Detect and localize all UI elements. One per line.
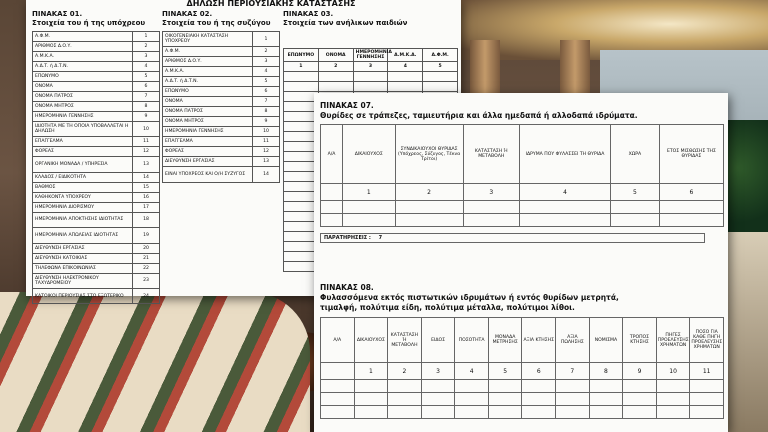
empty-cell <box>455 393 489 406</box>
empty-cell <box>353 82 388 92</box>
empty-cell <box>659 201 723 214</box>
table-row <box>33 82 160 92</box>
table-row <box>321 406 724 419</box>
table-01-subtitle: Στοιχεία του ή της υπόχρεου <box>32 19 146 27</box>
declaration-page-2 <box>314 93 728 432</box>
row-number: 24 <box>133 288 160 303</box>
header-row <box>321 125 724 184</box>
row-number: 22 <box>133 263 160 273</box>
table-row <box>163 157 280 167</box>
column-header: ΑΞΙΑ ΠΩΛΗΣΗΣ <box>556 318 590 363</box>
empty-cell <box>520 214 611 227</box>
row-label: ΗΜΕΡΟΜΗΝΙΑ ΓΕΝΝΗΣΗΣ <box>33 112 133 122</box>
row-label: ΕΠΑΓΓΕΛΜΑ <box>163 137 253 147</box>
empty-cell <box>522 380 556 393</box>
row-number: 4 <box>253 67 280 77</box>
column-number: 2 <box>318 62 353 72</box>
column-number: 2 <box>395 184 463 201</box>
table-row <box>33 212 160 227</box>
table-08-subtitle-line1: Φυλασσόμενα εκτός πιστωτικών ιδρυμάτων ή εντός θυρίδων μετρητά, <box>320 293 619 302</box>
table-row <box>163 137 280 147</box>
table-row <box>163 167 280 182</box>
header-row <box>284 49 458 62</box>
column-header: ΠΗΓΕΣ ΠΡΟΕΛΕΥΣΗΣ ΧΡΗΜΑΤΩΝ <box>656 318 690 363</box>
empty-cell <box>556 393 590 406</box>
row-number: 8 <box>133 102 160 112</box>
row-number: 19 <box>133 228 160 243</box>
column-header: ΔΙΚΑΙΟΥΧΟΣ <box>342 125 395 184</box>
empty-cell <box>522 406 556 419</box>
empty-cell <box>284 72 319 82</box>
empty-cell <box>354 393 388 406</box>
column-header: ΜΟΝΑΔΑ ΜΕΤΡΗΣΗΣ <box>488 318 522 363</box>
table-row <box>33 202 160 212</box>
column-header: ΚΑΤΑΣΤΑΣΗ Ή ΜΕΤΑΒΟΛΗ <box>463 125 519 184</box>
empty-cell <box>690 393 724 406</box>
row-label: ΟΝΟΜΑ ΠΑΤΡΟΣ <box>163 107 253 117</box>
table-row <box>33 122 160 137</box>
column-number: 3 <box>421 363 455 380</box>
table-08-label: ΠΙΝΑΚΑΣ 08. <box>320 283 374 292</box>
table-01 <box>32 10 160 304</box>
row-number: 20 <box>133 243 160 253</box>
empty-cell <box>388 393 422 406</box>
row-label: ΟΡΓΑΝΙΚΗ ΜΟΝΑΔΑ / ΥΠΗΡΕΣΙΑ <box>33 157 133 172</box>
row-number: 18 <box>133 212 160 227</box>
row-label: Α.Φ.Μ. <box>163 47 253 57</box>
table-08-grid <box>320 317 724 419</box>
empty-cell <box>656 393 690 406</box>
table-07 <box>320 101 724 243</box>
table-row <box>163 147 280 157</box>
row-number: 11 <box>133 137 160 147</box>
column-number: 1 <box>354 363 388 380</box>
column-header: ΗΜΕΡΟΜΗΝΙΑ ΓΕΝΝΗΣΗΣ <box>353 49 388 62</box>
table-row <box>33 228 160 243</box>
column-number <box>321 363 355 380</box>
row-number: 7 <box>133 92 160 102</box>
row-number: 10 <box>133 122 160 137</box>
table-row <box>163 97 280 107</box>
row-label: ΕΠΩΝΥΜΟ <box>33 72 133 82</box>
row-number: 1 <box>253 32 280 47</box>
table-row <box>33 72 160 82</box>
row-label: ΟΝΟΜΑ ΜΗΤΡΟΣ <box>163 117 253 127</box>
empty-cell <box>423 82 458 92</box>
remarks-row <box>320 233 705 243</box>
row-label: ΕΠΑΓΓΕΛΜΑ <box>33 137 133 147</box>
table-row <box>163 117 280 127</box>
column-number: 6 <box>659 184 723 201</box>
column-number: 9 <box>623 363 657 380</box>
row-label: ΙΔΙΟΤΗΤΑ ΜΕ ΤΗ ΟΠΟΙΑ ΥΠΟΒΑΛΛΕΤΑΙ Η ΔΗΛΩΣΗ <box>33 122 133 137</box>
row-number: 21 <box>133 253 160 263</box>
row-number: 9 <box>253 117 280 127</box>
empty-cell <box>421 380 455 393</box>
column-header: ΝΟΜΙΣΜΑ <box>589 318 623 363</box>
column-header: ΤΡΟΠΟΣ ΚΤΗΣΗΣ <box>623 318 657 363</box>
table-row <box>163 127 280 137</box>
row-number: 16 <box>133 192 160 202</box>
row-label: ΗΜΕΡΟΜΗΝΙΑ ΑΠΩΛΕΙΑΣ ΙΔΙΟΤΗΤΑΣ <box>33 228 133 243</box>
empty-cell <box>610 201 659 214</box>
column-number: 8 <box>589 363 623 380</box>
empty-cell <box>589 380 623 393</box>
row-label: Α.Μ.Κ.Α. <box>163 67 253 77</box>
row-number: 17 <box>133 202 160 212</box>
column-header: ΔΙΚΑΙΟΥΧΟΣ <box>354 318 388 363</box>
row-number: 11 <box>253 137 280 147</box>
row-number: 2 <box>133 42 160 52</box>
table-07-subtitle: Θυρίδες σε τράπεζες, ταμιευτήρια και άλλα ημεδαπά ή αλλοδαπά ιδρύματα. <box>320 111 638 120</box>
column-number: 2 <box>388 363 422 380</box>
row-number: 13 <box>133 157 160 172</box>
empty-cell <box>354 380 388 393</box>
column-number: 4 <box>455 363 489 380</box>
table-row <box>321 214 724 227</box>
column-number: 10 <box>656 363 690 380</box>
row-label: ΟΝΟΜΑ ΜΗΤΡΟΣ <box>33 102 133 112</box>
row-label: ΚΑΘΗΚΟΝΤΑ ΥΠΟΧΡΕΟΥ <box>33 192 133 202</box>
empty-cell <box>318 72 353 82</box>
row-label: Α.Μ.Κ.Α. <box>33 52 133 62</box>
column-header: ΧΩΡΑ <box>610 125 659 184</box>
table-row <box>321 201 724 214</box>
number-row <box>321 184 724 201</box>
table-row <box>33 102 160 112</box>
empty-cell <box>623 406 657 419</box>
row-number: 8 <box>253 107 280 117</box>
table-row <box>33 147 160 157</box>
empty-cell <box>321 201 343 214</box>
row-label: Α.Δ.Τ. ή Δ.Τ.Ν. <box>163 77 253 87</box>
remarks-label: ΠΑΡΑΤΗΡΗΣΕΙΣ : <box>324 235 371 241</box>
table-row <box>163 57 280 67</box>
column-header: ΕΤΟΣ ΜΙΣΘΩΣΗΣ ΤΗΣ ΘΥΡΙΔΑΣ <box>659 125 723 184</box>
table-row <box>163 77 280 87</box>
empty-cell <box>321 380 355 393</box>
row-label: ΦΟΡΕΑΣ <box>163 147 253 157</box>
row-number: 23 <box>133 273 160 288</box>
table-01-grid <box>32 31 160 304</box>
empty-cell <box>342 214 395 227</box>
table-01-label: ΠΙΝΑΚΑΣ 01. <box>32 10 83 18</box>
empty-cell <box>556 406 590 419</box>
row-number: 7 <box>253 97 280 107</box>
table-row <box>163 87 280 97</box>
row-number: 1 <box>133 32 160 42</box>
table-row <box>33 182 160 192</box>
column-number: 3 <box>353 62 388 72</box>
row-number: 5 <box>253 77 280 87</box>
column-header: ΟΝΟΜΑ <box>318 49 353 62</box>
table-row <box>284 72 458 82</box>
empty-cell <box>395 201 463 214</box>
column-number: 5 <box>610 184 659 201</box>
row-number: 13 <box>253 157 280 167</box>
column-header: ΑΞΙΑ ΚΤΗΣΗΣ <box>522 318 556 363</box>
row-label: ΚΛΑΔΟΣ / ΕΙΔΙΚΟΤΗΤΑ <box>33 172 133 182</box>
column-header: Α.Φ.Μ. <box>423 49 458 62</box>
empty-cell <box>488 393 522 406</box>
table-row <box>33 263 160 273</box>
table-02 <box>162 10 280 183</box>
row-number: 12 <box>133 147 160 157</box>
row-label: ΟΝΟΜΑ ΠΑΤΡΟΣ <box>33 92 133 102</box>
column-header: ΠΟΣΟΤΗΤΑ <box>455 318 489 363</box>
empty-cell <box>463 201 519 214</box>
column-number: 6 <box>522 363 556 380</box>
table-row <box>33 243 160 253</box>
empty-cell <box>623 393 657 406</box>
empty-cell <box>321 393 355 406</box>
column-header: ΕΠΩΝΥΜΟ <box>284 49 319 62</box>
empty-cell <box>522 393 556 406</box>
empty-cell <box>388 72 423 82</box>
empty-cell <box>589 406 623 419</box>
empty-cell <box>353 72 388 82</box>
empty-cell <box>463 214 519 227</box>
table-02-label: ΠΙΝΑΚΑΣ 02. <box>162 10 213 18</box>
column-header: Α/Α <box>321 125 343 184</box>
empty-cell <box>623 380 657 393</box>
table-02-subtitle: Στοιχεία του ή της συζύγου <box>162 19 271 27</box>
table-03-subtitle: Στοιχεία των ανήλικων παιδιών <box>283 19 408 27</box>
table-row <box>163 32 280 47</box>
empty-cell <box>690 380 724 393</box>
table-row <box>33 112 160 122</box>
row-label: ΟΙΚΟΓΕΝΕΙΑΚΗ ΚΑΤΑΣΤΑΣΗ ΥΠΟΧΡΕΟΥ <box>163 32 253 47</box>
table-row <box>33 137 160 147</box>
empty-cell <box>284 82 319 92</box>
row-label: ΗΜΕΡΟΜΗΝΙΑ ΓΕΝΝΗΣΗΣ <box>163 127 253 137</box>
table-07-grid <box>320 124 724 227</box>
row-label: ΔΙΕΥΘΥΝΣΗ ΗΛΕΚΤΡΟΝΙΚΟΥ ΤΑΧΥΔΡΟΜΕΙΟΥ <box>33 273 133 288</box>
table-row <box>33 92 160 102</box>
row-number: 10 <box>253 127 280 137</box>
empty-cell <box>421 393 455 406</box>
empty-cell <box>388 406 422 419</box>
empty-cell <box>610 214 659 227</box>
row-number: 3 <box>133 52 160 62</box>
empty-cell <box>354 406 388 419</box>
row-number: 14 <box>253 167 280 182</box>
table-08 <box>320 283 724 419</box>
column-header: Α/Α <box>321 318 355 363</box>
row-label: ΒΑΘΜΟΣ <box>33 182 133 192</box>
empty-cell <box>455 406 489 419</box>
column-header: ΣΥΝΔΙΚΑΙΟΥΧΟΙ ΘΥΡΙΔΑΣ (Υπόχρεος, Σύζυγος, Τέκνα Τρίτοι) <box>395 125 463 184</box>
table-row <box>33 42 160 52</box>
row-number: 6 <box>133 82 160 92</box>
empty-cell <box>321 406 355 419</box>
row-number: 15 <box>133 182 160 192</box>
empty-cell <box>342 201 395 214</box>
column-number: 5 <box>488 363 522 380</box>
row-label: ΔΙΕΥΘΥΝΣΗ ΚΑΤΟΙΚΙΑΣ <box>33 253 133 263</box>
column-header: Α.Μ.Κ.Α. <box>388 49 423 62</box>
empty-cell <box>520 201 611 214</box>
row-number: 6 <box>253 87 280 97</box>
empty-cell <box>395 214 463 227</box>
row-label: ΟΝΟΜΑ <box>33 82 133 92</box>
column-number: 4 <box>388 62 423 72</box>
table-row <box>33 62 160 72</box>
column-header: ΕΙΔΟΣ <box>421 318 455 363</box>
row-number: 3 <box>253 57 280 67</box>
empty-cell <box>321 214 343 227</box>
row-label: ΑΡΙΘΜΟΣ Δ.Ο.Υ. <box>163 57 253 67</box>
table-row <box>33 52 160 62</box>
row-label: ΔΙΕΥΘΥΝΣΗ ΕΡΓΑΣΙΑΣ <box>163 157 253 167</box>
remarks-number: 7 <box>378 235 383 241</box>
column-number: 7 <box>556 363 590 380</box>
column-header: ΚΑΤΑΣΤΑΣΗ Ή ΜΕΤΑΒΟΛΗ <box>388 318 422 363</box>
empty-cell <box>656 406 690 419</box>
row-number: 12 <box>253 147 280 157</box>
table-row <box>33 192 160 202</box>
row-label: ΗΜΕΡΟΜΗΝΙΑ ΔΙΟΡΙΣΜΟΥ <box>33 202 133 212</box>
table-03-label: ΠΙΝΑΚΑΣ 03. <box>283 10 334 18</box>
column-number: 11 <box>690 363 724 380</box>
row-label: Α.Φ.Μ. <box>33 32 133 42</box>
table-row <box>163 107 280 117</box>
row-label: ΕΙΝΑΙ ΥΠΟΧΡΕΟΣ ΚΑΙ Ο/Η ΣΥΖΥΓΟΣ <box>163 167 253 182</box>
row-label: ΤΗΛΕΦΩΝΑ ΕΠΙΚΟΙΝΩΝΙΑΣ <box>33 263 133 273</box>
empty-cell <box>423 72 458 82</box>
table-row <box>163 67 280 77</box>
number-row <box>321 363 724 380</box>
row-label: ΗΜΕΡΟΜΗΝΙΑ ΑΠΟΚΤΗΣΗΣ ΙΔΙΟΤΗΤΑΣ <box>33 212 133 227</box>
row-number: 5 <box>133 72 160 82</box>
empty-cell <box>656 380 690 393</box>
row-number: 2 <box>253 47 280 57</box>
column-number: 4 <box>520 184 611 201</box>
row-label: ΑΡΙΘΜΟΣ Δ.Ο.Υ. <box>33 42 133 52</box>
row-label: ΟΝΟΜΑ <box>163 97 253 107</box>
column-header: ΠΟΣΟ ΓΙΑ ΚΑΘΕ ΠΗΓΗ ΠΡΟΕΛΕΥΣΗΣ ΧΡΗΜΑΤΩΝ <box>690 318 724 363</box>
row-number: 9 <box>133 112 160 122</box>
header-row <box>321 318 724 363</box>
table-row <box>33 157 160 172</box>
empty-cell <box>690 406 724 419</box>
row-number: 14 <box>133 172 160 182</box>
row-label: ΔΙΕΥΘΥΝΣΗ ΕΡΓΑΣΙΑΣ <box>33 243 133 253</box>
empty-cell <box>589 393 623 406</box>
column-number: 3 <box>463 184 519 201</box>
row-label: ΕΠΩΝΥΜΟ <box>163 87 253 97</box>
table-row <box>321 380 724 393</box>
table-02-grid <box>162 31 280 183</box>
empty-cell <box>388 380 422 393</box>
doc-title: ΔΗΛΩΣΗ ΠΕΡΙΟΥΣΙΑΚΗΣ ΚΑΤΑΣΤΑΣΗΣ <box>186 0 356 8</box>
table-row <box>33 32 160 42</box>
empty-cell <box>488 380 522 393</box>
row-label: ΦΟΡΕΑΣ <box>33 147 133 157</box>
table-row <box>33 253 160 263</box>
column-header: ΙΔΡΥΜΑ ΠΟΥ ΦΥΛΑΣΣΕΙ ΤΗ ΘΥΡΙΔΑ <box>520 125 611 184</box>
empty-cell <box>659 214 723 227</box>
table-row <box>163 47 280 57</box>
column-number: 1 <box>284 62 319 72</box>
number-row <box>284 62 458 72</box>
table-row <box>33 273 160 288</box>
column-number: 1 <box>342 184 395 201</box>
column-number <box>321 184 343 201</box>
empty-cell <box>388 82 423 92</box>
row-number: 4 <box>133 62 160 72</box>
empty-cell <box>318 82 353 92</box>
table-08-subtitle-line2: τιμαλφή, πολύτιμα είδη, πολύτιμα μέταλλα, πολύτιμοι λίθοι. <box>320 303 575 312</box>
empty-cell <box>556 380 590 393</box>
empty-cell <box>488 406 522 419</box>
table-row <box>33 288 160 303</box>
table-row <box>284 82 458 92</box>
empty-cell <box>421 406 455 419</box>
row-label: ΚΑΤΟΙΚΟΙ ΠΕΡΙΟΥΣΙΑΣ ΣΤΟ ΕΞΩΤΕΡΙΚΟ <box>33 288 133 303</box>
empty-cell <box>455 380 489 393</box>
table-07-label: ΠΙΝΑΚΑΣ 07. <box>320 101 374 110</box>
table-row <box>321 393 724 406</box>
column-number: 5 <box>423 62 458 72</box>
striped-sofa <box>0 292 310 432</box>
row-label: Α.Δ.Τ. ή Δ.Τ.Ν. <box>33 62 133 72</box>
table-row <box>33 172 160 182</box>
